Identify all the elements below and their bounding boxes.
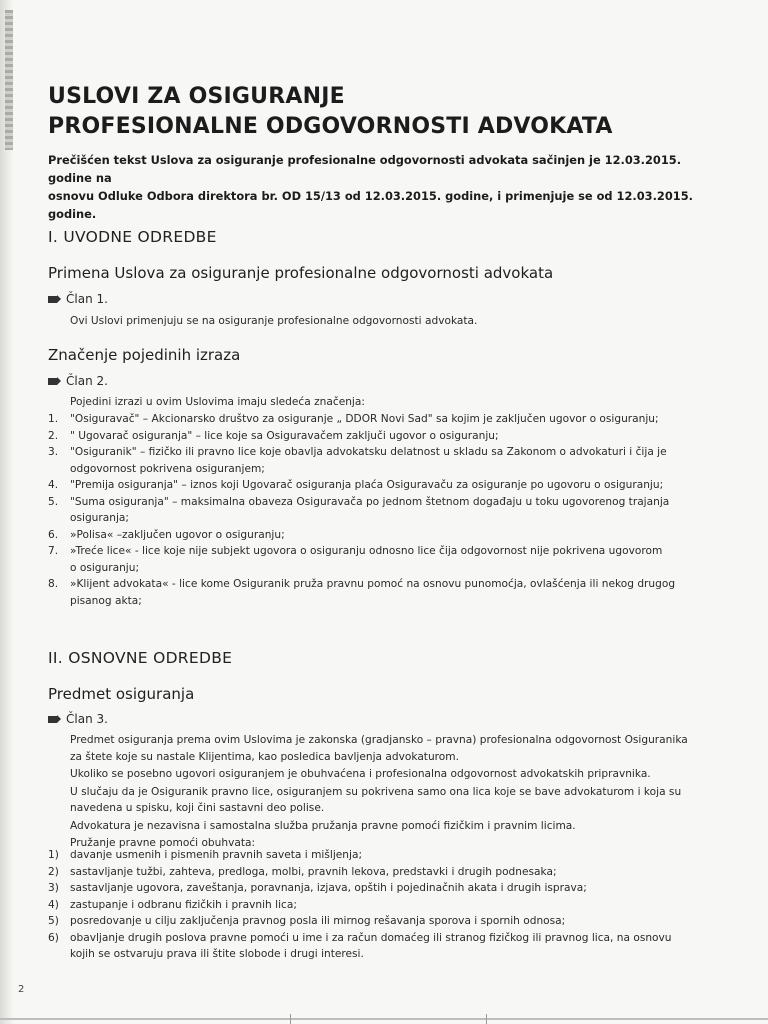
list-item-text <box>70 576 712 609</box>
article-2-intro: Pojedini izrazi u ovim Uslovima imaju sledeća značenja: <box>70 396 365 408</box>
list-item-number: 4. <box>48 479 59 491</box>
list-item-line: »Treće lice« - lice koje nije subjekt ugovora o osiguranju odnosno lice čija odgovornost nije pokrivena ugovorom <box>70 545 663 557</box>
list-item-number: 1. <box>48 413 59 425</box>
bottom-tick <box>486 1014 487 1024</box>
legal-aid-list <box>48 847 712 963</box>
list-item-text <box>70 864 712 881</box>
list-item-line: »Polisa« –zaključen ugovor o osiguranju; <box>70 528 285 541</box>
list-item <box>48 847 712 864</box>
paragraph-line: Advokatura je nezavisna i samostalna služba pružanja pravne pomoći fizičkim i pravnim licima. <box>70 819 576 832</box>
article-2-text: Član 2. <box>66 374 108 388</box>
list-item-number: 2) <box>48 865 59 878</box>
list-item-text <box>70 847 712 864</box>
list-item-number: 2. <box>48 429 59 442</box>
list-item-text <box>70 880 712 897</box>
list-item-line: sastavljanje tužbi, zahteva, predloga, molbi, pravnih lekova, predstavki i drugih podnesaka; <box>70 865 557 878</box>
list-item-line: sastavljanje ugovora, zaveštanja, poravnanja, izjava, opštih i pojedinačnih akata i drugih isprava; <box>70 882 587 894</box>
list-item <box>48 477 712 494</box>
list-item <box>48 913 712 930</box>
list-item-text <box>70 543 712 576</box>
article-3-paragraph <box>70 784 710 817</box>
list-item-text <box>70 913 712 930</box>
list-item-line: pisanog akta; <box>70 594 142 607</box>
title-line-1: USLOVI ZA OSIGURANJE <box>48 84 345 109</box>
title-line-2: PROFESIONALNE ODGOVORNOSTI ADVOKATA <box>48 114 613 139</box>
subheading-predmet-osiguranja: Predmet osiguranja <box>48 685 195 703</box>
list-item <box>48 880 712 897</box>
list-item-number: 7. <box>48 545 59 557</box>
list-item <box>48 897 712 914</box>
list-item <box>48 576 712 609</box>
list-item-number: 6. <box>48 528 59 541</box>
list-item-text <box>70 897 712 914</box>
paragraph-line: za štete koje su nastale Klijentima, kao posledica bavljenja advokaturom. <box>70 750 459 763</box>
bottom-rule <box>0 1018 768 1020</box>
list-item-number: 4) <box>48 898 59 911</box>
list-item <box>48 411 712 428</box>
list-item-line: davanje usmenih i pismenih pravnih saveta i mišljenja; <box>70 849 363 861</box>
list-item <box>48 444 712 477</box>
intro-paragraph <box>48 151 728 223</box>
list-item-line: odgovornost pokrivena osiguranjem; <box>70 462 265 475</box>
list-item-line: »Klijent advokata« - lice kome Osiguranik pruža pravnu pomoć na osnovu punomoćja, ovlašćenja ili nekog drugog <box>70 578 676 590</box>
list-item <box>48 543 712 576</box>
list-item-text <box>70 411 712 428</box>
list-item-line: posredovanje u cilju zaključenja pravnog posla ili mirnog rešavanja sporova i spornih odnosa; <box>70 915 566 927</box>
section-heading-osnovne-odredbe: II. OSNOVNE ODREDBE <box>48 649 233 667</box>
definitions-list <box>48 411 712 609</box>
list-item-text <box>70 930 712 963</box>
list-item-text <box>70 527 712 544</box>
article-3-paragraph <box>70 732 710 765</box>
list-item <box>48 930 712 963</box>
list-item-line: "Osiguranik" – fizičko ili pravno lice koje obavlja advokatsku delatnost u skladu sa Zakonom o advokaturi i čija je <box>70 446 667 458</box>
list-item-text <box>70 428 712 445</box>
list-item-number: 3) <box>48 882 59 894</box>
intro-line-2: osnovu Odluke Odbora direktora br. OD 15/13 od 12.03.2015. godine, i primenjuje se od 12.03.2015. godine. <box>48 189 693 221</box>
list-item-number: 8. <box>48 578 59 590</box>
list-item-number: 1) <box>48 849 59 861</box>
article-3-paragraph <box>70 766 710 783</box>
list-item-line: zastupanje i odbranu fizičkih i pravnih lica; <box>70 898 297 911</box>
list-item-text <box>70 494 712 527</box>
article-2-label <box>48 373 108 389</box>
list-item-line: o osiguranju; <box>70 561 140 574</box>
list-item <box>48 527 712 544</box>
section-heading-uvodne-odredbe: I. UVODNE ODREDBE <box>48 228 217 246</box>
document-title <box>48 82 728 142</box>
list-item-text <box>70 477 712 494</box>
list-item-line: " Ugovarač osiguranja" – lice koje sa Osiguravačem zaključi ugovor o osiguranju; <box>70 429 499 442</box>
article-1-body: Ovi Uslovi primenjuju se na osiguranje profesionalne odgovornosti advokata. <box>70 315 478 327</box>
list-item <box>48 494 712 527</box>
paragraph-line: Ukoliko se posebno ugovori osiguranjem je obuhvaćena i profesionalna odgovornost advokatskih pripravnika. <box>70 768 651 780</box>
list-item-line: osiguranja; <box>70 512 129 524</box>
list-item-text <box>70 444 712 477</box>
paragraph-line: Pružanje pravne pomoći obuhvata: <box>70 837 256 849</box>
bottom-tick <box>290 1014 291 1024</box>
subheading-znacenje-izraza: Značenje pojedinih izraza <box>48 346 241 364</box>
list-item-line: "Osiguravač" – Akcionarsko društvo za osiguranje „ DDOR Novi Sad" sa kojim je zaključen ugovor o osiguranju; <box>70 413 659 425</box>
article-3-paragraph <box>70 818 710 835</box>
article-bullet-icon <box>48 715 61 723</box>
paragraph-line: U slučaju da je Osiguranik pravno lice, osiguranjem su pokrivena samo ona lica koje se bave advokaturom i koja su <box>70 785 682 798</box>
list-item-line: kojih se ostvaruju prava ili štite slobode i drugi interesi. <box>70 948 364 960</box>
list-item <box>48 428 712 445</box>
list-item-number: 5. <box>48 495 59 508</box>
paragraph-line: navedena u spisku, koji čini sastavni deo polise. <box>70 802 325 814</box>
article-1-text: Član 1. <box>66 292 108 306</box>
intro-line-1: Prečišćen tekst Uslova za osiguranje profesionalne odgovornosti advokata sačinjen je 12.03.2015. godine na <box>48 153 682 185</box>
article-3-label <box>48 711 108 727</box>
list-item-line: "Suma osiguranja" – maksimalna obaveza Osiguravača po jednom štetnom događaju u toku ugovorenog trajanja <box>70 495 670 508</box>
list-item-line: obavljanje drugih poslova pravne pomoći u ime i za račun domaćeg ili stranog fizičkog ili pravnog lica, na osnovu <box>70 931 672 944</box>
subheading-primena-uslova: Primena Uslova za osiguranje profesionalne odgovornosti advokata <box>48 264 554 282</box>
page-number: 2 <box>18 984 25 995</box>
article-bullet-icon <box>48 377 61 385</box>
list-item-number: 5) <box>48 915 59 927</box>
article-1-label <box>48 291 108 307</box>
list-item-number: 6) <box>48 931 59 944</box>
list-item <box>48 864 712 881</box>
list-item-line: "Premija osiguranja" – iznos koji Ugovarač osiguranja plaća Osiguravaču za osiguranje po ugovoru o osiguranju; <box>70 479 664 491</box>
list-item-number: 3. <box>48 446 59 458</box>
article-bullet-icon <box>48 295 61 303</box>
paragraph-line: Predmet osiguranja prema ovim Uslovima je zakonska (gradjansko – pravna) profesionalna odgovornost Osiguranika <box>70 734 688 746</box>
article-3-text: Član 3. <box>66 712 108 726</box>
